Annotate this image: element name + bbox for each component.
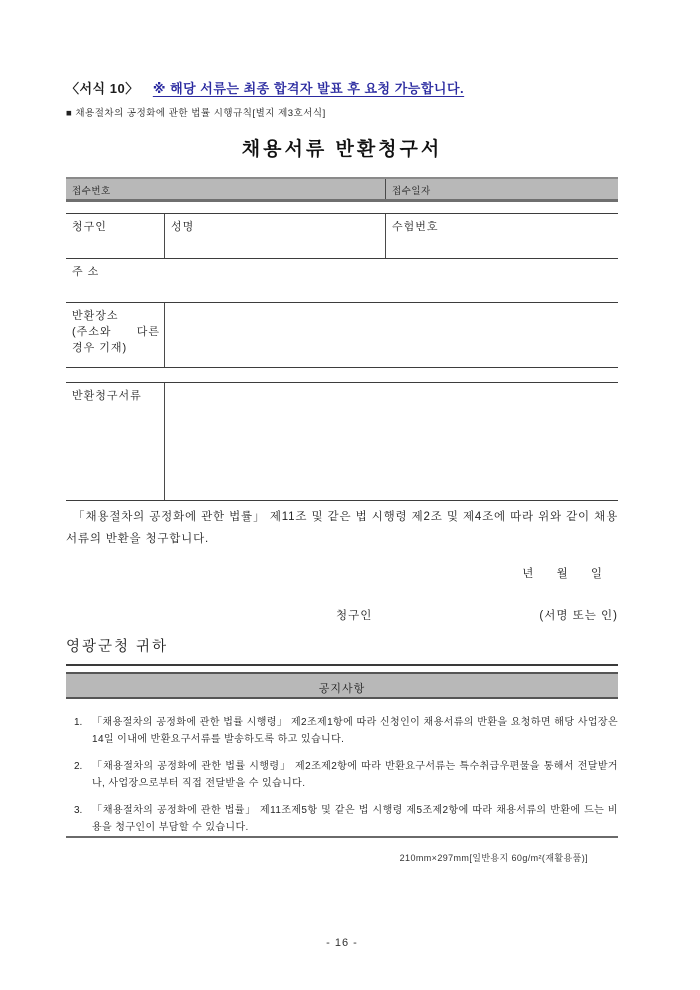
receipt-date-cell: 접수일자: [392, 186, 431, 197]
return-docs-label: 반환청구서류: [66, 383, 165, 500]
return-docs-table: [66, 382, 618, 501]
notice-item: [66, 758, 618, 792]
return-docs-field: [165, 383, 618, 500]
form-number-label: 〈서식 10〉: [66, 81, 139, 96]
signer-label: 청구인: [336, 610, 373, 622]
table-row-return-place: [66, 303, 618, 368]
return-place-note-line2: [72, 323, 160, 339]
paper-spec-label: 210mm×297mm[일반용지 60g/m²(재활용품)]: [399, 853, 588, 863]
header-notice-text: ※ 해당 서류는 최종 합격자 발표 후 요청 가능합니다.: [152, 81, 465, 96]
notice-item-text: 「채용절차의 공정화에 관한 법률 시행령」 제2조제1항에 따라 신청인이 채용서류의 반환을 요청하면 해당 사업장은 14일 이내에 반환요구서류를 발송하도록 하고 있습니다.: [92, 717, 618, 745]
divider-above-notice: [66, 664, 618, 666]
name-field: 성명: [165, 214, 386, 258]
receipt-info-bar: [66, 177, 618, 202]
notice-item: [66, 802, 618, 836]
page-title: 채용서류 반환청구서: [241, 139, 443, 160]
return-place-field: [165, 303, 618, 367]
address-field: 주 소: [72, 266, 100, 278]
return-place-label: [66, 303, 165, 367]
notice-section-header: 공지사항: [66, 672, 618, 699]
page-content: [66, 0, 618, 990]
declaration-text: 「채용절차의 공정화에 관한 법률」 제11조 및 같은 법 시행령 제2조 및 제4조에 따라 위와 같이 채용서류의 반환을 청구합니다.: [66, 511, 618, 545]
applicant-table: [66, 213, 618, 368]
claimant-label: 청구인: [66, 214, 165, 258]
table-row-return-docs: [66, 383, 618, 501]
notice-item: [66, 714, 618, 748]
recipient-label: 영광군청 귀하: [66, 639, 169, 655]
date-line: 년 월 일: [522, 568, 603, 580]
receipt-number-cell: 접수번호: [66, 179, 386, 199]
notice-item-number: 2.: [74, 761, 83, 772]
statute-reference: ■ 채용절차의 공정화에 관한 법률 시행규칙[별지 제3호서식]: [66, 108, 326, 119]
return-place-note-line3: 경우 기재): [72, 342, 128, 354]
table-row-address: [66, 259, 618, 303]
notice-item-number: 3.: [74, 805, 83, 816]
form-header: [66, 78, 618, 97]
signer-row: [66, 607, 618, 625]
page-number: - 16 -: [326, 937, 358, 949]
notice-list: [66, 714, 618, 846]
return-place-note-left: (주소와: [72, 326, 112, 338]
notice-item-text: 「채용절차의 공정화에 관한 법률 시행령」 제2조제2항에 따라 반환요구서류는 특수취급우편물을 통해서 전달받거나, 사업장으로부터 직접 전달받을 수 있습니다.: [92, 761, 618, 789]
return-place-note-right: 다른: [136, 326, 160, 338]
notice-item-number: 1.: [74, 717, 83, 728]
table-row-claimant: [66, 214, 618, 259]
notice-item-text: 「채용절차의 공정화에 관한 법률」 제11조제5항 및 같은 법 시행령 제5조제2항에 따라 채용서류의 반환에 드는 비용을 청구인이 부담할 수 있습니다.: [92, 805, 618, 833]
divider-below-notice: [66, 836, 618, 838]
exam-number-field: 수험번호: [392, 221, 439, 233]
return-place-title: 반환장소: [72, 310, 119, 322]
signature-note: (서명 또는 인): [539, 610, 618, 622]
